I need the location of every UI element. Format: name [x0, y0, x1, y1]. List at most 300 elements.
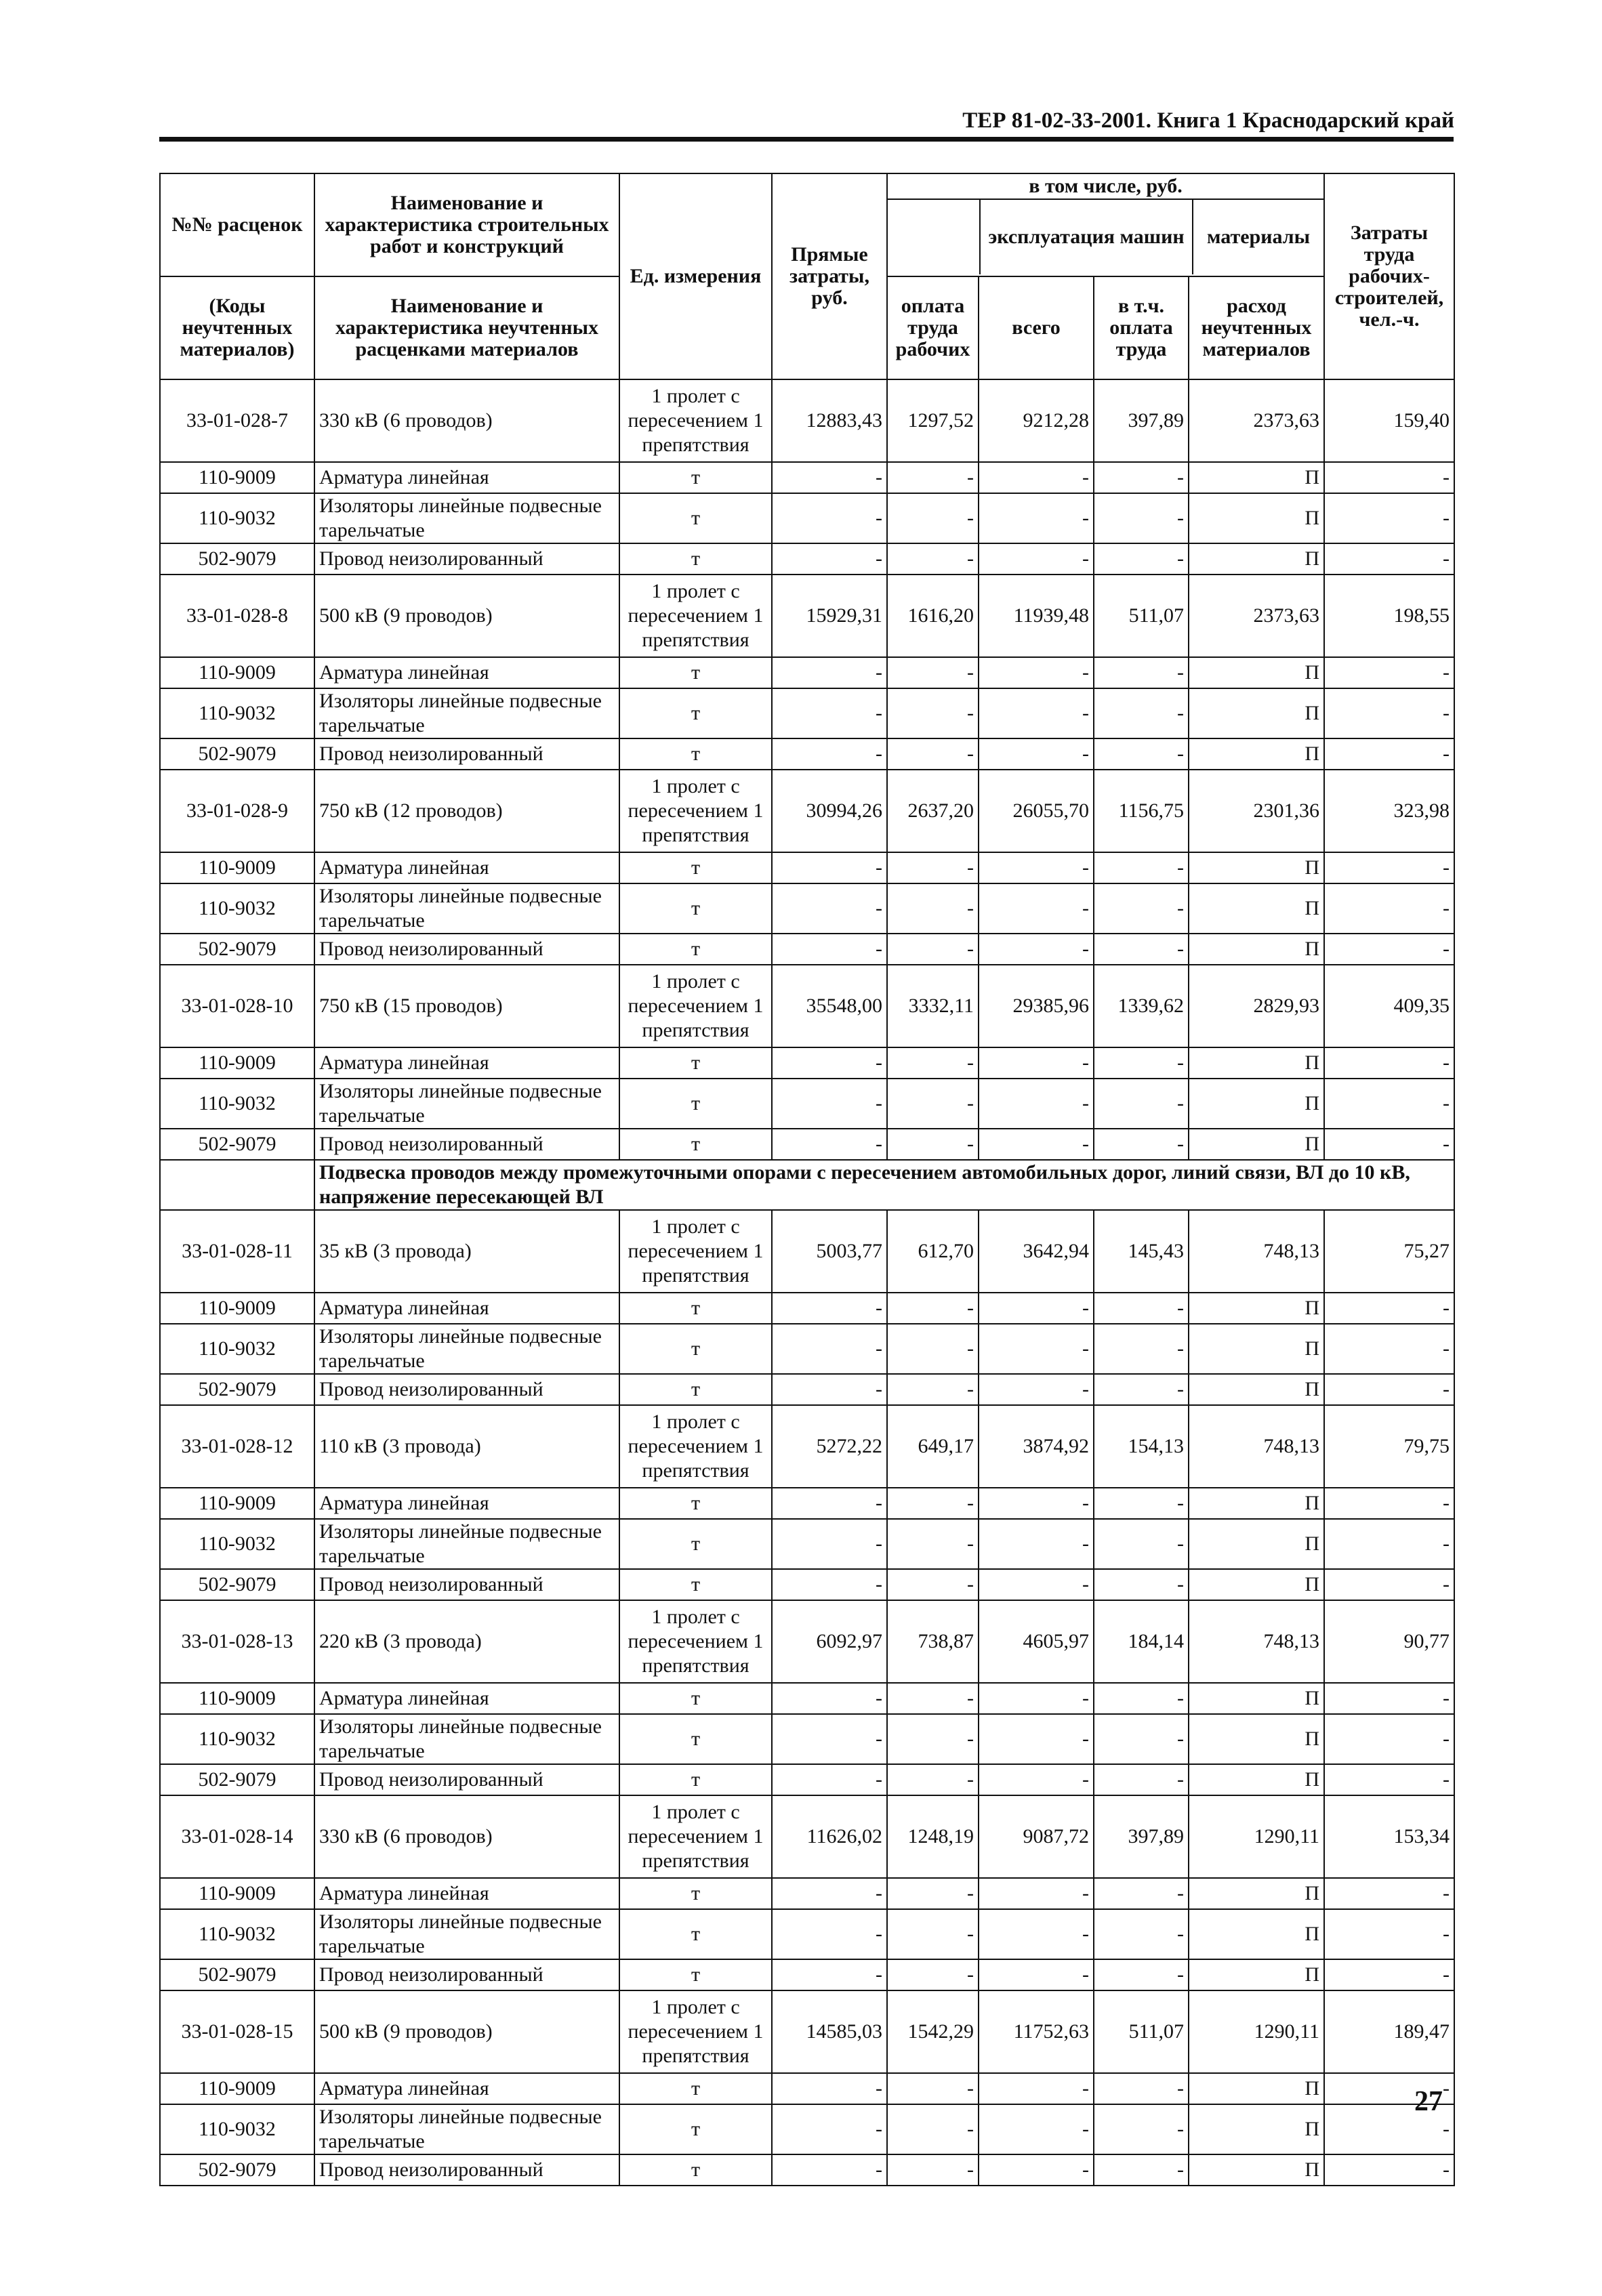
- cell-unit: т: [619, 1764, 772, 1795]
- cell-unit: т: [619, 1488, 772, 1519]
- cell-code: 33-01-028-11: [160, 1210, 314, 1293]
- cell-machine-labor: 397,89: [1094, 379, 1189, 462]
- resource-row: [160, 852, 1454, 883]
- cell-name: Изоляторы линейные подвесные тарельчатые: [314, 1079, 619, 1129]
- cell-direct-costs: -: [772, 1959, 887, 1990]
- cell-machine-labor: 145,43: [1094, 1210, 1189, 1293]
- cell-code: 110-9032: [160, 883, 314, 934]
- cell-machine-labor: -: [1094, 543, 1189, 575]
- cell-machine-labor: 1339,62: [1094, 965, 1189, 1047]
- cell-labor-hours: -: [1324, 2104, 1454, 2154]
- cell-machine-labor: -: [1094, 738, 1189, 770]
- cell-machine-total: -: [979, 1764, 1094, 1795]
- cell-labor-pay: -: [887, 1374, 979, 1405]
- cell-unit: т: [619, 462, 772, 493]
- resource-row: [160, 1878, 1454, 1909]
- resource-row: [160, 934, 1454, 965]
- cell-direct-costs: 15929,31: [772, 575, 887, 657]
- cell-name: 35 кВ (3 провода): [314, 1210, 619, 1293]
- cell-code: 110-9032: [160, 1324, 314, 1374]
- cell-labor-pay: -: [887, 934, 979, 965]
- cell-materials: П: [1189, 543, 1324, 575]
- header-labor-costs: Затраты труда рабочих-строителей, чел.-ч.: [1324, 173, 1454, 379]
- cell-labor-pay: 649,17: [887, 1405, 979, 1488]
- cell-unit: т: [619, 493, 772, 543]
- cell-unit: т: [619, 1293, 772, 1324]
- cell-name: 500 кВ (9 проводов): [314, 1990, 619, 2073]
- cell-materials: П: [1189, 1129, 1324, 1160]
- resource-row: [160, 1488, 1454, 1519]
- header-direct-costs: Прямые затраты, руб.: [772, 173, 887, 379]
- page-number: 27: [1414, 2086, 1443, 2117]
- cell-unit: т: [619, 2073, 772, 2104]
- price-row: [160, 1795, 1454, 1878]
- cell-labor-pay: -: [887, 2104, 979, 2154]
- cell-labor-pay: 1297,52: [887, 379, 979, 462]
- cell-machine-total: -: [979, 1079, 1094, 1129]
- cell-unit: т: [619, 1374, 772, 1405]
- resource-row: [160, 462, 1454, 493]
- cell-direct-costs: -: [772, 852, 887, 883]
- cell-materials: П: [1189, 1374, 1324, 1405]
- cell-machine-labor: 154,13: [1094, 1405, 1189, 1488]
- cell-code: 502-9079: [160, 934, 314, 965]
- price-row: [160, 379, 1454, 462]
- cell-materials: П: [1189, 738, 1324, 770]
- cell-labor-hours: -: [1324, 2073, 1454, 2104]
- cell-labor-pay: -: [887, 2073, 979, 2104]
- cell-labor-pay: -: [887, 2154, 979, 2186]
- cell-machine-total: -: [979, 688, 1094, 738]
- cell-code: 110-9009: [160, 852, 314, 883]
- cell-machine-labor: -: [1094, 493, 1189, 543]
- cell-labor-hours: 409,35: [1324, 965, 1454, 1047]
- cell-labor-hours: 90,77: [1324, 1600, 1454, 1683]
- cell-labor-hours: 198,55: [1324, 575, 1454, 657]
- cell-code: 502-9079: [160, 543, 314, 575]
- cell-machine-labor: -: [1094, 883, 1189, 934]
- cell-code: 110-9032: [160, 2104, 314, 2154]
- cell-direct-costs: -: [772, 2154, 887, 2186]
- cell-name: Арматура линейная: [314, 852, 619, 883]
- cell-code: 33-01-028-8: [160, 575, 314, 657]
- cell-direct-costs: -: [772, 1519, 887, 1569]
- cell-direct-costs: -: [772, 1129, 887, 1160]
- price-row: [160, 1210, 1454, 1293]
- header-code-top: №№ расценок: [171, 213, 303, 236]
- cell-machine-total: 26055,70: [979, 770, 1094, 852]
- cell-labor-hours: -: [1324, 688, 1454, 738]
- cell-machine-labor: -: [1094, 1714, 1189, 1764]
- cell-name: Изоляторы линейные подвесные тарельчатые: [314, 493, 619, 543]
- cell-code: 110-9009: [160, 657, 314, 688]
- cell-name: Арматура линейная: [314, 1683, 619, 1714]
- cell-labor-hours: -: [1324, 1047, 1454, 1079]
- cell-code: 502-9079: [160, 1764, 314, 1795]
- cell-code: 33-01-028-7: [160, 379, 314, 462]
- cell-machine-total: -: [979, 1519, 1094, 1569]
- cell-unit: 1 пролет с пересечением 1 препятствия: [619, 1990, 772, 2073]
- cell-name: Провод неизолированный: [314, 738, 619, 770]
- cell-name: Изоляторы линейные подвесные тарельчатые: [314, 1324, 619, 1374]
- cell-code: 110-9032: [160, 1909, 314, 1959]
- resource-row: [160, 2104, 1454, 2154]
- cell-materials: П: [1189, 934, 1324, 965]
- cell-code: 110-9009: [160, 1878, 314, 1909]
- cell-direct-costs: -: [772, 1764, 887, 1795]
- cell-labor-pay: -: [887, 493, 979, 543]
- resource-row: [160, 1683, 1454, 1714]
- cell-machine-labor: 1156,75: [1094, 770, 1189, 852]
- cell-labor-hours: -: [1324, 934, 1454, 965]
- cell-name: 110 кВ (3 провода): [314, 1405, 619, 1488]
- cell-labor-hours: -: [1324, 1374, 1454, 1405]
- cell-direct-costs: -: [772, 462, 887, 493]
- cell-materials: П: [1189, 1878, 1324, 1909]
- cell-direct-costs: -: [772, 1909, 887, 1959]
- cell-unit: 1 пролет с пересечением 1 препятствия: [619, 965, 772, 1047]
- cell-unit: т: [619, 1569, 772, 1600]
- cell-name: Изоляторы линейные подвесные тарельчатые: [314, 1519, 619, 1569]
- cell-direct-costs: -: [772, 1324, 887, 1374]
- cell-machine-labor: -: [1094, 1129, 1189, 1160]
- cell-name: Арматура линейная: [314, 462, 619, 493]
- cell-machine-total: -: [979, 738, 1094, 770]
- cell-materials: 2301,36: [1189, 770, 1324, 852]
- cell-name: Провод неизолированный: [314, 1959, 619, 1990]
- cell-name: Провод неизолированный: [314, 2154, 619, 2186]
- cell-direct-costs: -: [772, 1488, 887, 1519]
- cell-labor-pay: 2637,20: [887, 770, 979, 852]
- cell-code: 33-01-028-12: [160, 1405, 314, 1488]
- cell-name: Изоляторы линейные подвесные тарельчатые: [314, 883, 619, 934]
- cell-code: 502-9079: [160, 1374, 314, 1405]
- cell-materials: П: [1189, 1683, 1324, 1714]
- cell-machine-total: 3642,94: [979, 1210, 1094, 1293]
- resource-row: [160, 2073, 1454, 2104]
- cell-labor-hours: -: [1324, 1519, 1454, 1569]
- resource-row: [160, 688, 1454, 738]
- cell-code: 502-9079: [160, 738, 314, 770]
- cell-name: Провод неизолированный: [314, 1129, 619, 1160]
- cell-materials: П: [1189, 1324, 1324, 1374]
- cell-labor-pay: -: [887, 657, 979, 688]
- cell-materials: П: [1189, 1079, 1324, 1129]
- cell-name: 330 кВ (6 проводов): [314, 1795, 619, 1878]
- cell-labor-hours: -: [1324, 1683, 1454, 1714]
- cell-labor-hours: -: [1324, 1293, 1454, 1324]
- cell-labor-hours: -: [1324, 1959, 1454, 1990]
- cell-labor-hours: 75,27: [1324, 1210, 1454, 1293]
- cell-labor-pay: -: [887, 883, 979, 934]
- cell-machine-total: -: [979, 543, 1094, 575]
- cell-labor-hours: -: [1324, 493, 1454, 543]
- cell-machine-labor: 511,07: [1094, 1990, 1189, 2073]
- cell-labor-hours: -: [1324, 883, 1454, 934]
- cell-machine-labor: -: [1094, 1079, 1189, 1129]
- cell-machine-total: -: [979, 462, 1094, 493]
- cell-machine-labor: -: [1094, 1764, 1189, 1795]
- price-row: [160, 1990, 1454, 2073]
- price-row: [160, 1405, 1454, 1488]
- section-spacer: [160, 1160, 314, 1210]
- cell-labor-pay: 612,70: [887, 1210, 979, 1293]
- header-machine-total: всего: [979, 276, 1094, 379]
- cell-machine-total: -: [979, 883, 1094, 934]
- cell-labor-hours: -: [1324, 1569, 1454, 1600]
- cell-code: 502-9079: [160, 2154, 314, 2186]
- cell-labor-hours: 189,47: [1324, 1990, 1454, 2073]
- header-including-sub: [888, 200, 1323, 274]
- cell-unit: 1 пролет с пересечением 1 препятствия: [619, 1795, 772, 1878]
- cell-labor-pay: -: [887, 1714, 979, 1764]
- resource-row: [160, 738, 1454, 770]
- header-spacer: [888, 200, 981, 274]
- cell-name: Провод неизолированный: [314, 1569, 619, 1600]
- cell-name: 330 кВ (6 проводов): [314, 379, 619, 462]
- cell-labor-hours: -: [1324, 543, 1454, 575]
- cell-name: 750 кВ (12 проводов): [314, 770, 619, 852]
- cell-direct-costs: -: [772, 1714, 887, 1764]
- cell-machine-labor: -: [1094, 1374, 1189, 1405]
- cell-materials: П: [1189, 1909, 1324, 1959]
- cell-unit: т: [619, 1129, 772, 1160]
- cell-code: 502-9079: [160, 1959, 314, 1990]
- cell-materials: П: [1189, 2104, 1324, 2154]
- cell-name: Провод неизолированный: [314, 543, 619, 575]
- cell-materials: П: [1189, 688, 1324, 738]
- header-name-top: Наименование и характеристика строительных работ и конструкций: [325, 192, 609, 257]
- cell-materials: П: [1189, 1047, 1324, 1079]
- cell-unit: 1 пролет с пересечением 1 препятствия: [619, 770, 772, 852]
- cell-name: Провод неизолированный: [314, 1764, 619, 1795]
- cell-unit: 1 пролет с пересечением 1 препятствия: [619, 575, 772, 657]
- cell-labor-hours: -: [1324, 1909, 1454, 1959]
- cell-materials: 2829,93: [1189, 965, 1324, 1047]
- cell-direct-costs: -: [772, 2104, 887, 2154]
- cell-machine-labor: -: [1094, 462, 1189, 493]
- cell-direct-costs: -: [772, 2073, 887, 2104]
- cell-materials: 748,13: [1189, 1405, 1324, 1488]
- cell-direct-costs: -: [772, 688, 887, 738]
- cell-code: 33-01-028-9: [160, 770, 314, 852]
- cell-machine-labor: -: [1094, 852, 1189, 883]
- cell-machine-total: -: [979, 657, 1094, 688]
- cell-machine-total: -: [979, 2104, 1094, 2154]
- cell-machine-total: 9212,28: [979, 379, 1094, 462]
- cell-unit: т: [619, 738, 772, 770]
- cell-machine-labor: -: [1094, 2104, 1189, 2154]
- header-machine-labor: в т.ч. оплата труда: [1094, 276, 1189, 379]
- cell-unit: т: [619, 1683, 772, 1714]
- cell-machine-total: -: [979, 1047, 1094, 1079]
- resource-row: [160, 493, 1454, 543]
- cell-name: 750 кВ (15 проводов): [314, 965, 619, 1047]
- cell-direct-costs: 14585,03: [772, 1990, 887, 2073]
- cell-direct-costs: 30994,26: [772, 770, 887, 852]
- cell-materials: 1290,11: [1189, 1795, 1324, 1878]
- price-row: [160, 965, 1454, 1047]
- cell-unit: т: [619, 1324, 772, 1374]
- cell-unit: т: [619, 883, 772, 934]
- section-row: [160, 1160, 1454, 1210]
- cell-direct-costs: -: [772, 738, 887, 770]
- cell-labor-hours: 159,40: [1324, 379, 1454, 462]
- cell-direct-costs: -: [772, 657, 887, 688]
- cell-machine-labor: -: [1094, 1488, 1189, 1519]
- cell-name: 220 кВ (3 провода): [314, 1600, 619, 1683]
- cell-labor-pay: -: [887, 1129, 979, 1160]
- cell-materials: 748,13: [1189, 1600, 1324, 1683]
- cell-code: 110-9032: [160, 1714, 314, 1764]
- cell-unit: т: [619, 688, 772, 738]
- resource-row: [160, 1764, 1454, 1795]
- cell-labor-pay: -: [887, 1047, 979, 1079]
- cell-labor-hours: -: [1324, 852, 1454, 883]
- cell-code: 110-9032: [160, 688, 314, 738]
- cell-code: 33-01-028-15: [160, 1990, 314, 2073]
- cell-unit: т: [619, 1079, 772, 1129]
- cell-machine-labor: -: [1094, 688, 1189, 738]
- resource-row: [160, 1047, 1454, 1079]
- header-code-bottom: (Коды неучтенных материалов): [160, 276, 314, 379]
- cell-direct-costs: 11626,02: [772, 1795, 887, 1878]
- cell-machine-total: 11752,63: [979, 1990, 1094, 2073]
- cell-direct-costs: -: [772, 543, 887, 575]
- cell-unit: т: [619, 1714, 772, 1764]
- cell-direct-costs: -: [772, 1047, 887, 1079]
- resource-row: [160, 1909, 1454, 1959]
- cell-materials: 1290,11: [1189, 1990, 1324, 2073]
- cell-materials: П: [1189, 2154, 1324, 2186]
- resource-row: [160, 883, 1454, 934]
- cell-machine-labor: -: [1094, 1324, 1189, 1374]
- cell-materials: П: [1189, 657, 1324, 688]
- cell-labor-pay: 3332,11: [887, 965, 979, 1047]
- cell-direct-costs: 6092,97: [772, 1600, 887, 1683]
- resource-row: [160, 543, 1454, 575]
- cell-unit: т: [619, 1959, 772, 1990]
- cell-code: 110-9032: [160, 1079, 314, 1129]
- cell-materials: П: [1189, 493, 1324, 543]
- cell-name: Арматура линейная: [314, 1293, 619, 1324]
- cell-machine-total: -: [979, 1683, 1094, 1714]
- cell-labor-pay: -: [887, 1683, 979, 1714]
- cell-code: 33-01-028-10: [160, 965, 314, 1047]
- cell-labor-pay: -: [887, 1764, 979, 1795]
- cell-machine-total: -: [979, 1909, 1094, 1959]
- cell-machine-total: -: [979, 1293, 1094, 1324]
- cell-direct-costs: -: [772, 1569, 887, 1600]
- resource-row: [160, 657, 1454, 688]
- cell-materials: П: [1189, 1959, 1324, 1990]
- header-unit: Ед. измерения: [619, 173, 772, 379]
- cell-unit: т: [619, 1878, 772, 1909]
- cell-labor-pay: -: [887, 1519, 979, 1569]
- header-name: [314, 173, 619, 276]
- cell-machine-labor: -: [1094, 657, 1189, 688]
- price-row: [160, 1600, 1454, 1683]
- cell-unit: т: [619, 657, 772, 688]
- cell-machine-total: 9087,72: [979, 1795, 1094, 1878]
- cell-code: 502-9079: [160, 1129, 314, 1160]
- cell-machine-total: -: [979, 2154, 1094, 2186]
- cell-materials: 748,13: [1189, 1210, 1324, 1293]
- resource-row: [160, 2154, 1454, 2186]
- resource-row: [160, 1714, 1454, 1764]
- cell-direct-costs: 35548,00: [772, 965, 887, 1047]
- resource-row: [160, 1324, 1454, 1374]
- cell-unit: 1 пролет с пересечением 1 препятствия: [619, 1210, 772, 1293]
- cell-machine-total: -: [979, 1959, 1094, 1990]
- cell-machine-total: 29385,96: [979, 965, 1094, 1047]
- cell-name: 500 кВ (9 проводов): [314, 575, 619, 657]
- cell-machine-labor: -: [1094, 1047, 1189, 1079]
- cell-labor-hours: -: [1324, 1878, 1454, 1909]
- cell-direct-costs: -: [772, 1878, 887, 1909]
- resource-row: [160, 1959, 1454, 1990]
- cell-direct-costs: -: [772, 883, 887, 934]
- cell-code: 33-01-028-13: [160, 1600, 314, 1683]
- header-including-label: в том числе, руб.: [888, 175, 1323, 200]
- price-table: [159, 173, 1455, 2186]
- cell-unit: 1 пролет с пересечением 1 препятствия: [619, 379, 772, 462]
- cell-name: Арматура линейная: [314, 1878, 619, 1909]
- cell-code: 110-9009: [160, 1047, 314, 1079]
- cell-machine-total: -: [979, 493, 1094, 543]
- resource-row: [160, 1569, 1454, 1600]
- cell-code: 110-9009: [160, 1683, 314, 1714]
- header-name-bottom: Наименование и характеристика неучтенных расценками материалов: [314, 276, 619, 379]
- resource-row: [160, 1519, 1454, 1569]
- cell-code: 110-9032: [160, 1519, 314, 1569]
- cell-code: 110-9032: [160, 493, 314, 543]
- cell-labor-hours: -: [1324, 1324, 1454, 1374]
- cell-name: Арматура линейная: [314, 1047, 619, 1079]
- cell-name: Провод неизолированный: [314, 934, 619, 965]
- cell-machine-labor: 511,07: [1094, 575, 1189, 657]
- cell-machine-total: -: [979, 1488, 1094, 1519]
- cell-machine-labor: -: [1094, 934, 1189, 965]
- cell-labor-pay: 1542,29: [887, 1990, 979, 2073]
- cell-name: Изоляторы линейные подвесные тарельчатые: [314, 1909, 619, 1959]
- cell-labor-hours: -: [1324, 2154, 1454, 2186]
- header-rule: [159, 137, 1454, 142]
- header-labor-pay: оплата труда рабочих: [887, 276, 979, 379]
- cell-name: Изоляторы линейные подвесные тарельчатые: [314, 688, 619, 738]
- cell-machine-total: -: [979, 1129, 1094, 1160]
- cell-labor-hours: 79,75: [1324, 1405, 1454, 1488]
- cell-labor-pay: 1616,20: [887, 575, 979, 657]
- cell-labor-pay: -: [887, 1293, 979, 1324]
- cell-unit: т: [619, 1909, 772, 1959]
- header-including: [887, 173, 1324, 276]
- cell-materials: П: [1189, 1764, 1324, 1795]
- cell-labor-pay: -: [887, 1959, 979, 1990]
- document-header: ТЕР 81-02-33-2001. Книга 1 Краснодарский край: [962, 108, 1454, 133]
- cell-materials: П: [1189, 1488, 1324, 1519]
- cell-machine-labor: -: [1094, 1519, 1189, 1569]
- cell-direct-costs: -: [772, 493, 887, 543]
- cell-code: 110-9009: [160, 2073, 314, 2104]
- header-materials-unaccounted: расход неучтенных материалов: [1189, 276, 1324, 379]
- cell-materials: П: [1189, 1293, 1324, 1324]
- cell-materials: П: [1189, 1519, 1324, 1569]
- cell-machine-labor: 397,89: [1094, 1795, 1189, 1878]
- cell-labor-hours: 153,34: [1324, 1795, 1454, 1878]
- cell-labor-pay: -: [887, 738, 979, 770]
- cell-labor-pay: 738,87: [887, 1600, 979, 1683]
